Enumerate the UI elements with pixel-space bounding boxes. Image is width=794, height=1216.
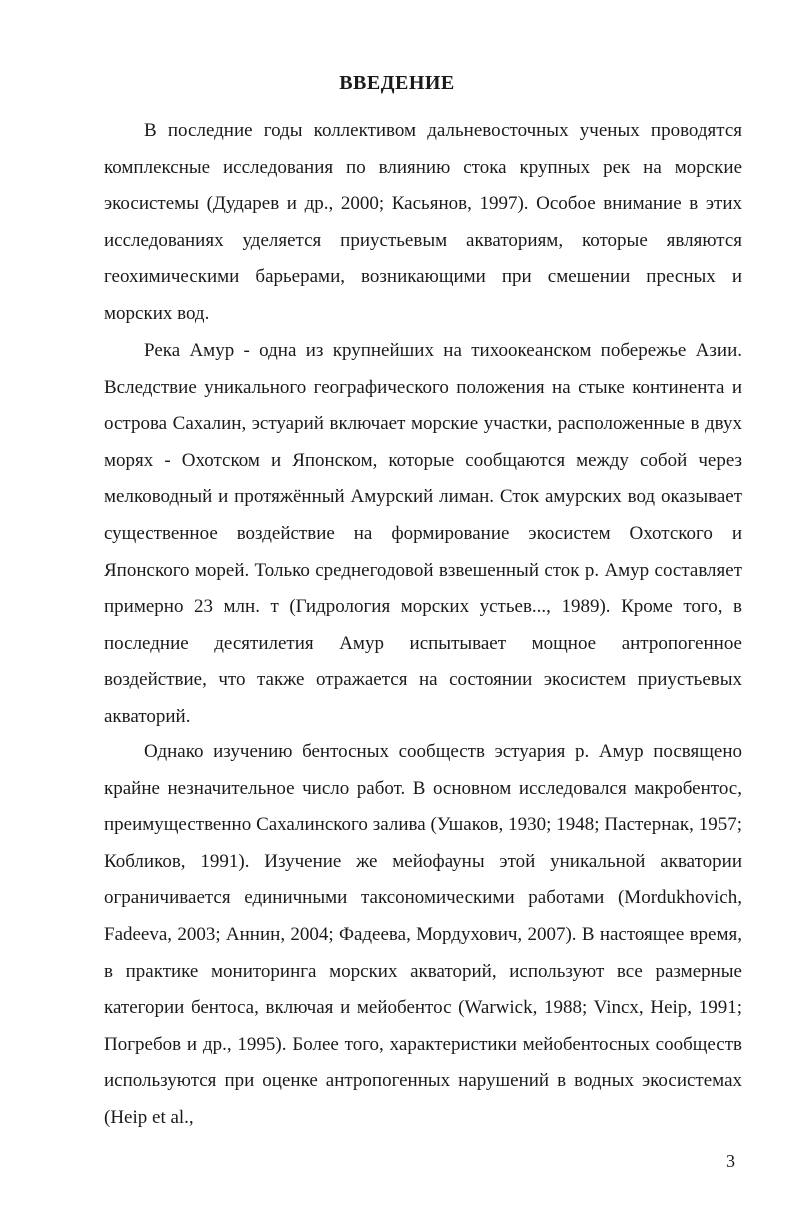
page-number: 3 — [726, 1151, 735, 1171]
section-title: ВВЕДЕНИЕ — [339, 72, 455, 94]
paragraph-1: В последние годы коллективом дальневосточных ученых проводятся комплексные исследования по влиянию стока крупных рек на морские экосистемы (Дударев и др., 2000; Касьянов, 1997). Особое внимание в этих исследованиях уделяется приустьевым акваториям, которые являются геохимическими барьерами, возникающими при смешении пресных и морских вод. — [104, 120, 742, 324]
paragraph-3: Однако изучению бентосных сообществ эстуария р. Амур посвящено крайне незначительное число работ. В основном исследовался макробентос, преимущественно Сахалинского залива (Ушаков, 1930; 1948; Пастернак, 1957; Кобликов, 1991). Изучение же мейофауны этой уникальной акватории ограничивается единичными таксономическими работами (Mordukhovich, Fadeeva, 2003; Аннин, 2004; Фадеева, Мордухович, 2007). В настоящее время, в практике мониторинга морских акваторий, используют все размерные категории бентоса, включая и мейобентос (Warwick, 1988; Vincx, Heip, 1991; Погребов и др., 1995). Более того, характеристики мейобентосных сообществ используются при оценке антропогенных нарушений в водных экосистемах (Heip et al., — [104, 741, 742, 1128]
paragraph-2: Река Амур - одна из крупнейших на тихоокеанском побережье Азии. Вследствие уникального географического положения на стыке континента и острова Сахалин, эстуарий включает морские участки, расположенные в двух морях - Охотском и Японском, которые сообщаются между собой через мелководный и протяжённый Амурский лиман. Сток амурских вод оказывает существенное воздействие на формирование экосистем Охотского и Японского морей. Только среднегодовой взвешенный сток р. Амур составляет примерно 23 млн. т (Гидрология морских устьев..., 1989). Кроме того, в последние десятилетия Амур испытывает мощное антропогенное воздействие, что также отражается на состоянии экосистем приустьевых акваторий. — [104, 340, 742, 727]
